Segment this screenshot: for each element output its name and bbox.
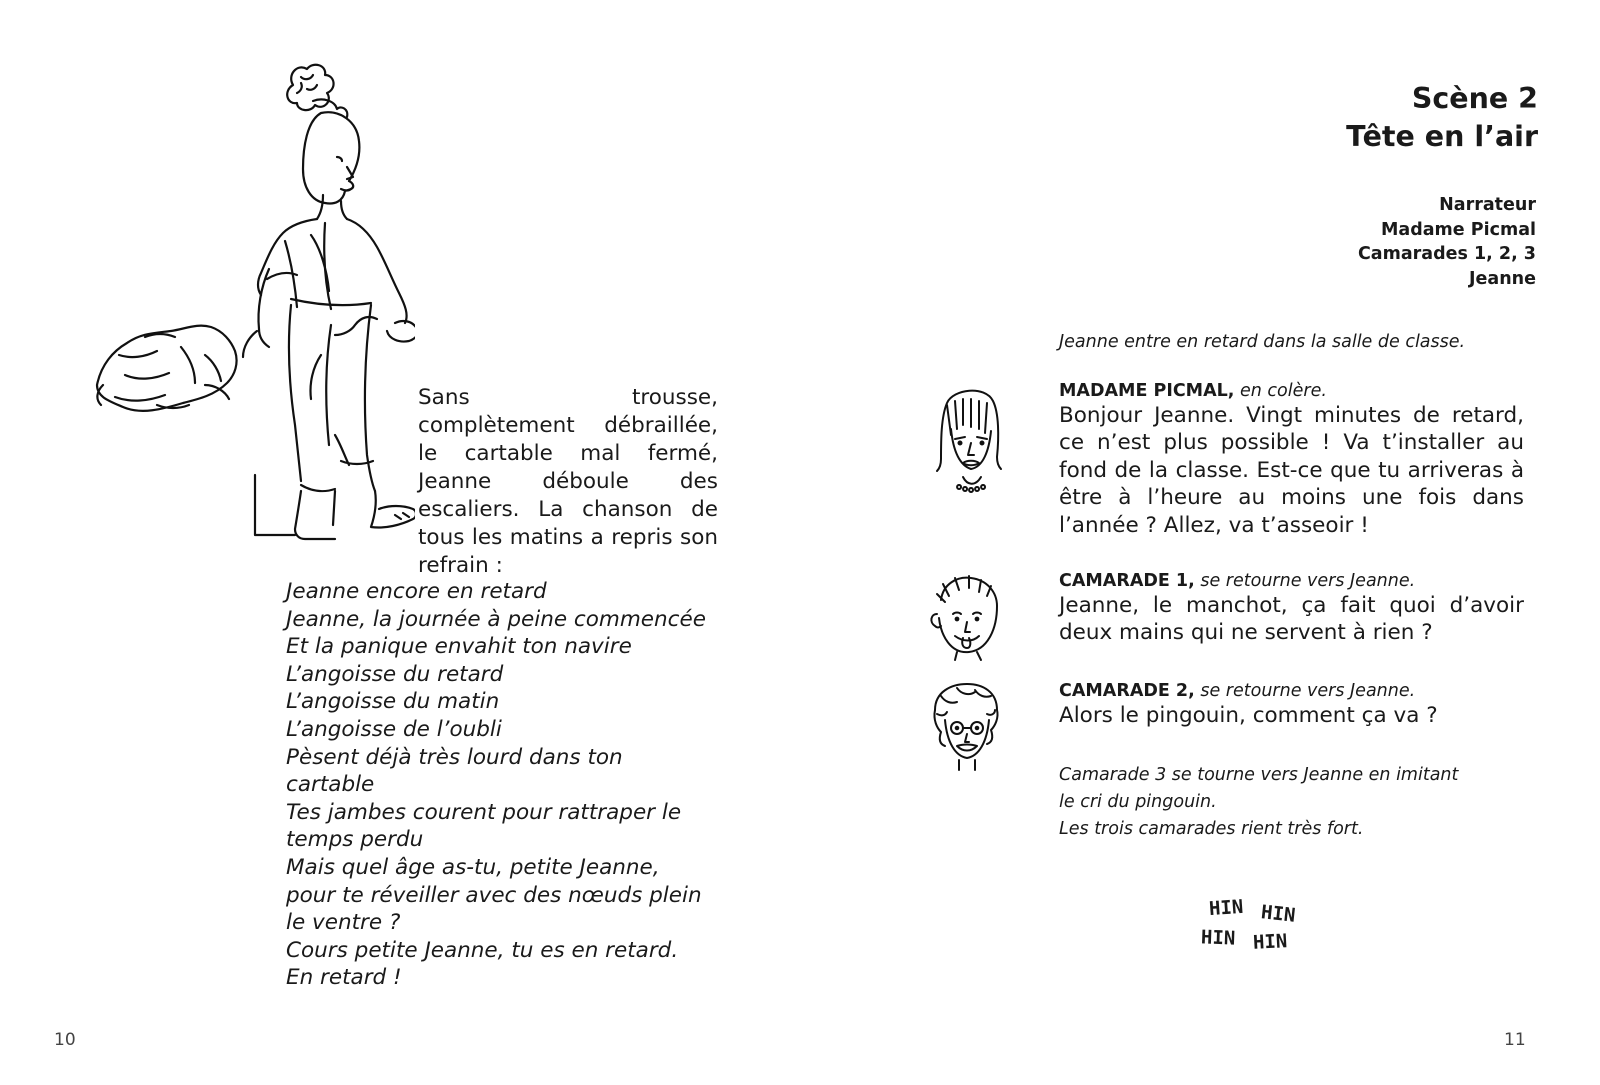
song-line: Tes jambes courent pour rattraper le [286, 799, 682, 825]
song-verses [286, 578, 746, 992]
song-line: L’angoisse du retard [286, 661, 504, 687]
stage-direction-intro: Jeanne entre en retard dans la salle de classe. [1059, 332, 1466, 352]
cast-member: Madame Picmal [1381, 219, 1536, 240]
girl-with-schoolbag-drawing-icon [85, 55, 415, 550]
page-number-left: 10 [54, 1030, 76, 1050]
right-page [800, 0, 1600, 1085]
onomatopoeia-word: HIN [1208, 895, 1245, 921]
dialogue-camarade-2 [1059, 680, 1524, 729]
onomatopoeia-word: HIN [1200, 926, 1236, 950]
speaker-direction: en colère. [1240, 381, 1327, 401]
penguin-cry-onomatopoeia [1200, 895, 1315, 965]
song-line: L’angoisse de l’oubli [286, 716, 502, 742]
speaker-name: CAMARADE 1, [1059, 571, 1195, 591]
dialogue-camarade-1 [1059, 570, 1524, 647]
cast-list [1358, 193, 1536, 291]
song-line: Cours petite Jeanne, tu es en retard. [286, 937, 679, 963]
dialogue-madame-picmal [1059, 380, 1524, 539]
song-line: Jeanne encore en retard [286, 579, 547, 604]
page-number-right: 11 [1504, 1030, 1526, 1050]
stage-direction-line: le cri du pingouin. [1059, 792, 1217, 812]
song-line: le ventre ? [286, 910, 401, 936]
onomatopoeia-word: HIN [1252, 930, 1288, 954]
song-line: L’angoisse du matin [286, 689, 500, 715]
camarade-2-portrait-icon [927, 680, 1007, 772]
dialogue-text: Jeanne, le manchot, ça fait quoi d’avoir deux mains qui ne servent à rien ? [1059, 593, 1524, 646]
camarade-1-portrait-icon [927, 570, 1007, 662]
cast-member: Camarades 1, 2, 3 [1357, 244, 1536, 264]
dialogue-text: Bonjour Jeanne. Vingt minutes de retard, ce n’est plus possible ! Va t’installer au fond de la classe. Est-ce que tu arriveras à être à l’heure au moins une fois dans l’année ? Allez, va t’asseoir ! [1059, 403, 1524, 538]
song-line: En retard ! [286, 965, 402, 991]
cast-member: Narrateur [1439, 195, 1536, 215]
song-line: pour te réveiller avec des nœuds plein [286, 882, 702, 908]
scene-number: Scène 2 [1411, 82, 1538, 115]
scene-title: Tête en l’air [1346, 120, 1538, 153]
speaker-direction: se retourne vers Jeanne. [1200, 681, 1416, 701]
stage-direction-line: Camarade 3 se tourne vers Jeanne en imitant [1059, 765, 1459, 785]
song-line: Et la panique envahit ton navire [286, 634, 632, 660]
stage-direction-line: Les trois camarades rient très fort. [1059, 819, 1364, 839]
speaker-name: CAMARADE 2, [1059, 681, 1195, 701]
onomatopoeia-word: HIN [1259, 901, 1297, 927]
song-line: Pèsent déjà très lourd dans ton [286, 744, 623, 770]
speaker-name: MADAME PICMAL, [1059, 381, 1235, 401]
intro-paragraph: Sans trousse, complètement débraillée, le cartable mal fermé, Jeanne déboule des escaliers. La chanson de tous les matins a repris son refrain : [418, 385, 718, 578]
scene-heading [1346, 80, 1538, 156]
speaker-direction: se retourne vers Jeanne. [1200, 571, 1416, 591]
song-line: temps perdu [286, 827, 424, 853]
song-line: cartable [286, 772, 375, 798]
song-line: Jeanne, la journée à peine commencée [286, 606, 706, 632]
cast-member: Jeanne [1469, 268, 1536, 289]
song-line: Mais quel âge as-tu, petite Jeanne, [286, 854, 660, 880]
stage-direction-end [1059, 762, 1524, 843]
madame-picmal-portrait-icon [933, 383, 1005, 495]
dialogue-text: Alors le pingouin, comment ça va ? [1059, 703, 1438, 728]
